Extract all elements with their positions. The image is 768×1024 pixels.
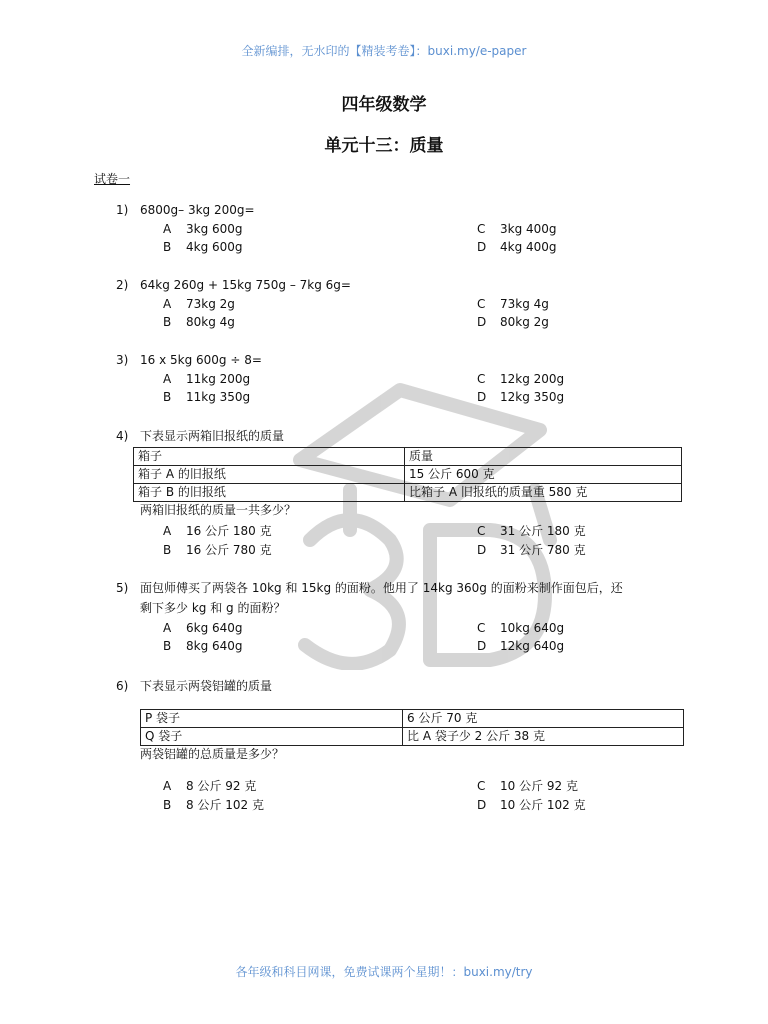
section-label: 试卷一	[94, 172, 131, 186]
table-cell: 质量	[405, 448, 682, 466]
option-letter: B	[163, 639, 172, 653]
table-cell: 箱子 B 的旧报纸	[134, 484, 405, 502]
question-1	[0, 201, 768, 261]
option-letter: D	[477, 390, 487, 404]
option-letter: A	[163, 779, 172, 793]
option-text: 31 公斤 780 克	[500, 543, 586, 557]
header-banner[interactable]: 全新编排，无水印的【精装考卷】：buxi.my/e-paper	[241, 44, 527, 58]
question-number: 6)	[116, 679, 129, 693]
option-text: 4kg 600g	[186, 240, 243, 254]
question-text: 面包师傅买了两袋各 10kg 和 15kg 的面粉。他用了 14kg 360g 的面粉来制作面包后，还	[140, 581, 623, 595]
option-text: 10kg 640g	[500, 621, 565, 635]
table-cell: 比箱子 A 旧报纸的质量重 580 克	[405, 484, 682, 502]
table-cell: 6 公斤 70 克	[403, 710, 684, 728]
option-text: 12kg 350g	[500, 390, 565, 404]
table-row	[134, 448, 682, 466]
option-text: 73kg 2g	[186, 297, 235, 311]
question-2	[0, 276, 768, 336]
footer-banner[interactable]: 各年级和科目网课，免费试课两个星期！：buxi.my/try	[235, 965, 533, 979]
option-letter: B	[163, 240, 172, 254]
option-letter: A	[163, 297, 172, 311]
question-number: 1)	[116, 203, 129, 217]
option-letter: B	[163, 390, 172, 404]
option-text: 80kg 4g	[186, 315, 235, 329]
option-letter: B	[163, 798, 172, 812]
question-3	[0, 351, 768, 411]
data-table	[133, 447, 682, 502]
question-number: 3)	[116, 353, 129, 367]
question-text: 下表显示两箱旧报纸的质量	[140, 429, 285, 443]
option-text: 11kg 200g	[186, 372, 251, 386]
option-text: 3kg 400g	[500, 222, 557, 236]
table-cell: 15 公斤 600 克	[405, 466, 682, 484]
page-subtitle: 单元十三：质量	[324, 136, 444, 156]
option-text: 8 公斤 92 克	[186, 779, 257, 793]
data-table	[140, 709, 684, 746]
table-row	[134, 466, 682, 484]
option-letter: B	[163, 315, 172, 329]
option-text: 10 公斤 92 克	[500, 779, 578, 793]
question-prompt: 两箱旧报纸的质量一共多少？	[140, 503, 297, 517]
option-text: 11kg 350g	[186, 390, 251, 404]
option-text: 80kg 2g	[500, 315, 549, 329]
question-number: 2)	[116, 278, 129, 292]
option-letter: A	[163, 524, 172, 538]
option-letter: C	[477, 779, 486, 793]
option-letter: D	[477, 543, 487, 557]
option-letter: B	[163, 543, 172, 557]
question-4	[0, 427, 768, 567]
option-letter: D	[477, 315, 487, 329]
question-number: 5)	[116, 581, 129, 595]
question-6	[0, 677, 768, 817]
table-row	[134, 484, 682, 502]
option-text: 8kg 640g	[186, 639, 243, 653]
option-text: 6kg 640g	[186, 621, 243, 635]
option-letter: C	[477, 222, 486, 236]
question-text-line2: 剩下多少 kg 和 g 的面粉？	[140, 601, 286, 615]
question-text: 64kg 260g + 15kg 750g – 7kg 6g=	[140, 278, 351, 292]
question-5	[0, 579, 768, 659]
option-text: 4kg 400g	[500, 240, 557, 254]
table-row	[141, 710, 684, 728]
option-text: 73kg 4g	[500, 297, 549, 311]
option-letter: C	[477, 621, 486, 635]
question-number: 4)	[116, 429, 129, 443]
option-letter: C	[477, 372, 486, 386]
page-title: 四年级数学	[341, 95, 427, 115]
question-text: 16 x 5kg 600g ÷ 8=	[140, 353, 262, 367]
option-letter: D	[477, 639, 487, 653]
option-letter: D	[477, 240, 487, 254]
question-text: 6800g– 3kg 200g=	[140, 203, 255, 217]
option-text: 3kg 600g	[186, 222, 243, 236]
question-text: 下表显示两袋铝罐的质量	[140, 679, 273, 693]
option-text: 16 公斤 180 克	[186, 524, 272, 538]
option-text: 31 公斤 180 克	[500, 524, 586, 538]
option-letter: D	[477, 798, 487, 812]
option-text: 12kg 200g	[500, 372, 565, 386]
option-letter: A	[163, 372, 172, 386]
table-cell: Q 袋子	[141, 728, 403, 746]
option-text: 8 公斤 102 克	[186, 798, 264, 812]
table-cell: P 袋子	[141, 710, 403, 728]
question-prompt: 两袋铝罐的总质量是多少？	[140, 747, 285, 761]
table-cell: 箱子 A 的旧报纸	[134, 466, 405, 484]
table-cell: 比 A 袋子少 2 公斤 38 克	[403, 728, 684, 746]
option-letter: A	[163, 621, 172, 635]
option-text: 16 公斤 780 克	[186, 543, 272, 557]
option-letter: A	[163, 222, 172, 236]
option-letter: C	[477, 297, 486, 311]
option-text: 10 公斤 102 克	[500, 798, 586, 812]
option-text: 12kg 640g	[500, 639, 565, 653]
option-letter: C	[477, 524, 486, 538]
table-row	[141, 728, 684, 746]
table-cell: 箱子	[134, 448, 405, 466]
